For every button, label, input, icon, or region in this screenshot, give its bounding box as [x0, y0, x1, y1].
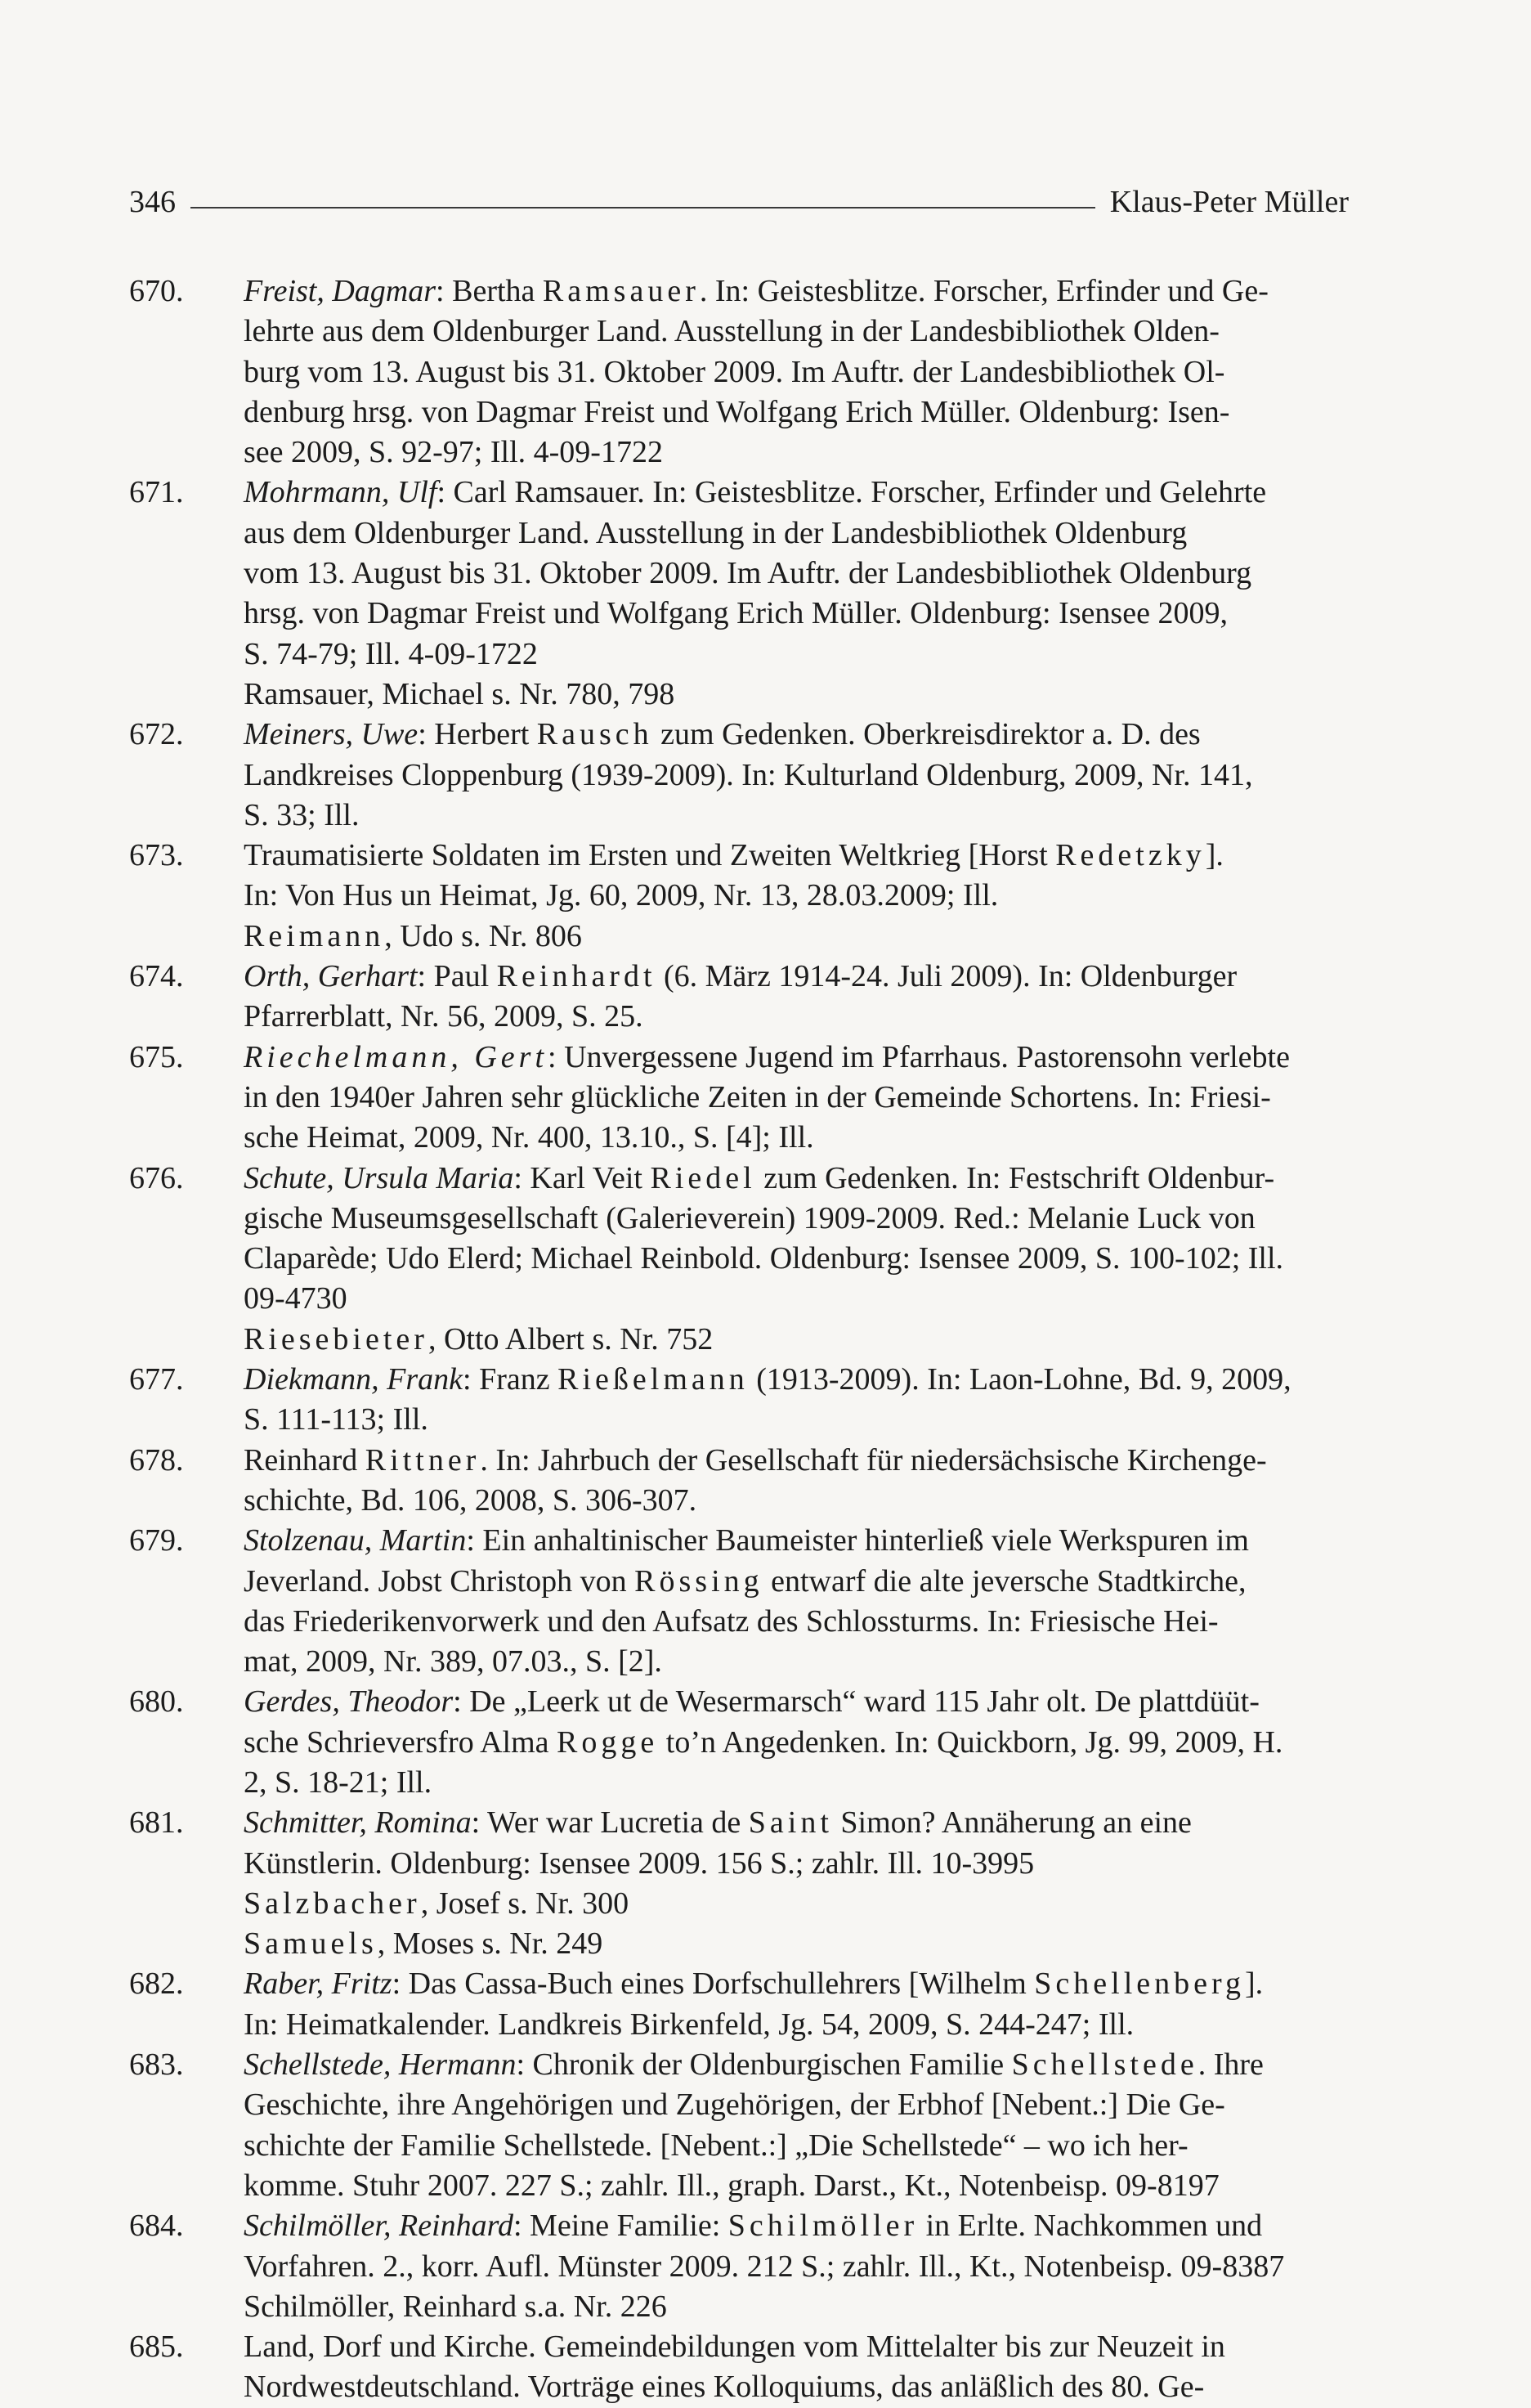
text-run: mat, 2009, Nr. 389, 07.03., S. [2]. — [244, 1644, 662, 1679]
text-run: ]. — [1205, 838, 1224, 873]
cross-reference — [129, 675, 1349, 715]
bibliography-entry — [129, 2206, 1349, 2287]
author-name: Stolzenau, Martin — [244, 1523, 467, 1558]
author-name: Schute, Ursula Maria — [244, 1160, 514, 1195]
spaced-name: Rausch — [536, 717, 653, 752]
text-run: : De „Leerk ut de Wesermarsch“ ward 115 Jahr olt. De plattdüüt- — [453, 1684, 1260, 1720]
text-run: S. 74-79; Ill. 4-09-1722 — [244, 636, 538, 671]
bibliography-list — [129, 271, 1349, 2408]
text-run: see 2009, S. 92-97; Ill. 4-09-1722 — [244, 435, 663, 470]
entry-line — [244, 1682, 1349, 1722]
text-run: Nordwestdeutschland. Vorträge eines Kolloquiums, das anläßlich des 80. Ge- — [244, 2370, 1205, 2405]
entry-text — [244, 473, 1349, 674]
text-run: (6. März 1914-24. Juli 2009). In: Oldenburger — [656, 959, 1238, 994]
spaced-name: Rießelmann — [557, 1362, 749, 1397]
entry-line — [244, 1360, 1349, 1400]
entry-number: 682. — [129, 1966, 184, 2002]
entry-line — [244, 1602, 1349, 1642]
text-run: Schilmöller, Reinhard s.a. Nr. 226 — [244, 2289, 667, 2324]
entry-line — [244, 473, 1349, 513]
text-run: ]. — [1244, 1966, 1264, 2002]
entry-line — [244, 675, 1349, 715]
bibliography-entry — [129, 1964, 1349, 2045]
entry-line — [244, 2367, 1349, 2407]
text-run: : Chronik der Oldenburgischen Familie — [516, 2047, 1012, 2083]
entry-number: 671. — [129, 475, 184, 510]
text-run: , Otto Albert s. Nr. 752 — [428, 1321, 714, 1356]
entry-line — [244, 1441, 1349, 1481]
bibliography-entry — [129, 1521, 1349, 1682]
spaced-name: Reimann — [244, 918, 385, 953]
entry-number: 680. — [129, 1684, 184, 1720]
text-run: : Carl Ramsauer. In: Geistesblitze. Forscher, Erfinder und Gelehrte — [436, 475, 1267, 510]
text-run: sche Schrieversfro Alma — [244, 1724, 557, 1760]
entry-line — [244, 876, 1349, 916]
text-run: : Ein anhaltinischer Baumeister hinterließ viele Werkspuren im — [466, 1523, 1249, 1558]
entry-line — [244, 2045, 1349, 2085]
entry-number: 683. — [129, 2047, 184, 2083]
author-name: Raber, Fritz — [244, 1966, 392, 2002]
running-header — [129, 174, 1349, 220]
entry-text — [244, 2045, 1349, 2206]
text-run: Landkreises Cloppenburg (1939-2009). In: Kulturland Oldenburg, 2009, Nr. 141, — [244, 757, 1253, 792]
entry-text — [244, 675, 1349, 715]
page-number: 346 — [129, 185, 176, 219]
author-name: Schilmöller, Reinhard — [244, 2208, 513, 2244]
text-run: Jeverland. Jobst Christoph von — [244, 1563, 635, 1599]
entry-number — [129, 1884, 244, 1924]
entry-text — [244, 1038, 1349, 1159]
entry-line — [244, 635, 1349, 675]
entry-line — [244, 392, 1349, 433]
entry-text — [244, 1441, 1349, 1522]
entry-line — [244, 513, 1349, 554]
text-run: das Friederikenvorwerk und den Aufsatz des Schlossturms. In: Friesische Hei- — [244, 1603, 1219, 1639]
author-name: Meiners, Uwe — [244, 717, 419, 752]
author-name: Riechelmann, Gert — [244, 1039, 548, 1074]
entry-line — [244, 997, 1349, 1037]
text-run: Geschichte, ihre Angehörigen und Zugehörigen, der Erbhof [Nebent.:] Die Ge- — [244, 2087, 1225, 2123]
entry-line — [244, 1723, 1349, 1763]
text-run: Claparède; Udo Elerd; Michael Reinbold. Oldenburg: Isensee 2009, S. 100-102; Ill. — [244, 1241, 1284, 1276]
entry-number: 672. — [129, 717, 184, 752]
text-run: , Udo s. Nr. 806 — [384, 918, 582, 953]
author-name: Orth, Gerhart — [244, 959, 418, 994]
text-run: denburg hrsg. von Dagmar Freist und Wolfgang Erich Müller. Oldenburg: Isen- — [244, 394, 1230, 429]
text-run: schichte, Bd. 106, 2008, S. 306-307. — [244, 1482, 697, 1518]
entry-line — [244, 433, 1349, 473]
entry-line — [244, 2327, 1349, 2367]
entry-number: 674. — [129, 959, 184, 994]
text-run: hrsg. von Dagmar Freist und Wolfgang Erich Müller. Oldenburg: Isensee 2009, — [244, 596, 1228, 631]
entry-line — [244, 312, 1349, 352]
text-run: : Wer war Lucretia de — [471, 1805, 749, 1841]
entry-number: 679. — [129, 1523, 184, 1558]
spaced-name: Samuels — [244, 1926, 378, 1962]
entry-line — [244, 1159, 1349, 1199]
text-run: : Unvergessene Jugend im Pfarrhaus. Pastorensohn verlebte — [548, 1039, 1290, 1074]
entry-number — [129, 2287, 244, 2327]
text-run: in den 1940er Jahren sehr glückliche Zeiten in der Gemeinde Schortens. In: Friesi- — [244, 1079, 1271, 1114]
entry-line — [244, 836, 1349, 876]
text-run: In: Von Hus un Heimat, Jg. 60, 2009, Nr. 13, 28.03.2009; Ill. — [244, 878, 999, 913]
entry-number — [129, 675, 244, 715]
entry-line — [244, 352, 1349, 392]
author-name: Freist, Dagmar — [244, 274, 436, 308]
entry-text — [244, 271, 1349, 473]
entry-text — [244, 1682, 1349, 1803]
entry-line — [244, 1078, 1349, 1118]
entry-number: 684. — [129, 2208, 184, 2244]
running-head-author: Klaus-Peter Müller — [1109, 185, 1349, 219]
text-run: aus dem Oldenburger Land. Ausstellung in der Landesbibliothek Oldenburg — [244, 515, 1188, 550]
text-run: komme. Stuhr 2007. 227 S.; zahlr. Ill., graph. Darst., Kt., Notenbeisp. 09-8197 — [244, 2168, 1220, 2203]
author-name: Gerdes, Theodor — [244, 1684, 454, 1720]
entry-line — [244, 1844, 1349, 1884]
text-run: (1913-2009). In: Laon-Lohne, Bd. 9, 2009, — [748, 1362, 1292, 1397]
text-run: , Josef s. Nr. 300 — [420, 1886, 629, 1921]
entry-text — [244, 1803, 1349, 1884]
spaced-name: Schellenberg — [1034, 1966, 1245, 2002]
entry-number: 673. — [129, 838, 184, 873]
entry-number — [129, 917, 244, 957]
entry-number: 681. — [129, 1805, 184, 1841]
text-run: 09-4730 — [244, 1281, 347, 1316]
entry-line — [244, 1400, 1349, 1440]
cross-reference — [129, 917, 1349, 957]
entry-number — [129, 1320, 244, 1360]
entry-text — [244, 1521, 1349, 1682]
text-run: . Ihre — [1197, 2047, 1264, 2083]
entry-text — [244, 1924, 1349, 1964]
entry-line — [244, 1279, 1349, 1319]
entry-line — [244, 1642, 1349, 1682]
entry-line — [244, 2166, 1349, 2206]
bibliography-entry — [129, 1360, 1349, 1441]
bibliography-entry — [129, 836, 1349, 917]
text-run: : Franz — [463, 1362, 558, 1397]
text-run: : Das Cassa-Buch eines Dorfschullehrers [Wilhelm — [392, 1966, 1035, 2002]
entry-text — [244, 957, 1349, 1038]
text-run: to’n Angedenken. In: Quickborn, Jg. 99, 2009, H. — [658, 1724, 1283, 1760]
author-name: Mohrmann, Ulf — [244, 475, 437, 510]
entry-text — [244, 1320, 1349, 1360]
text-run: In: Heimatkalender. Landkreis Birkenfeld, Jg. 54, 2009, S. 244-247; Ill. — [244, 2007, 1135, 2042]
text-run: Traumatisierte Soldaten im Ersten und Zweiten Weltkrieg [Horst — [244, 838, 1056, 873]
spaced-name: Redetzky — [1055, 838, 1206, 873]
bibliography-entry — [129, 1441, 1349, 1522]
entry-text — [244, 917, 1349, 957]
text-run: : Meine Familie: — [513, 2208, 728, 2244]
entry-text — [244, 2206, 1349, 2287]
entry-line — [244, 1521, 1349, 1561]
spaced-name: Riesebieter — [244, 1321, 428, 1356]
entry-number: 675. — [129, 1039, 184, 1074]
entry-text — [244, 2327, 1349, 2408]
bibliography-entry — [129, 271, 1349, 473]
spaced-name: Ramsauer — [542, 274, 700, 308]
bibliography-entry — [129, 473, 1349, 674]
spaced-name: Schellstede — [1011, 2047, 1198, 2083]
entry-line — [244, 2005, 1349, 2045]
entry-number: 678. — [129, 1442, 184, 1478]
spaced-name: Schilmöller — [727, 2208, 919, 2244]
author-name: Diekmann, Frank — [244, 1362, 463, 1397]
entry-line — [244, 2287, 1349, 2327]
bibliography-entry — [129, 2045, 1349, 2206]
entry-number: 677. — [129, 1362, 184, 1397]
entry-line — [244, 1199, 1349, 1239]
entry-line — [244, 2206, 1349, 2246]
text-run: Künstlerin. Oldenburg: Isensee 2009. 156 S.; zahlr. Ill. 10-3995 — [244, 1845, 1035, 1881]
bibliography-entry — [129, 2327, 1349, 2408]
entry-line — [244, 594, 1349, 634]
entry-line — [244, 957, 1349, 997]
text-run: . In: Geistesblitze. Forscher, Erfinder und Ge- — [699, 274, 1269, 308]
bibliography-entry — [129, 1682, 1349, 1803]
text-run: sche Heimat, 2009, Nr. 400, 13.10., S. [4]; Ill. — [244, 1120, 814, 1155]
entry-text — [244, 1884, 1349, 1924]
header-rule — [190, 207, 1095, 209]
text-run: Simon? Annäherung an eine — [832, 1805, 1192, 1841]
text-run: : Bertha — [436, 274, 543, 308]
text-run: burg vom 13. August bis 31. Oktober 2009. Im Auftr. der Landesbibliothek Ol- — [244, 354, 1225, 389]
entry-line — [244, 2247, 1349, 2287]
entry-line — [244, 1884, 1349, 1924]
text-run: Land, Dorf und Kirche. Gemeindebildungen vom Mittelalter bis zur Neuzeit in — [244, 2330, 1225, 2365]
entry-line — [244, 1239, 1349, 1279]
cross-reference — [129, 1320, 1349, 1360]
text-run: S. 111-113; Ill. — [244, 1402, 428, 1437]
entry-line — [244, 1562, 1349, 1602]
entry-line — [244, 1320, 1349, 1360]
text-run: S. 33; Ill. — [244, 797, 360, 832]
text-run: schichte der Familie Schellstede. [Nebent.:] „Die Schellstede“ – wo ich her- — [244, 2128, 1189, 2163]
text-run: : Herbert — [418, 717, 537, 752]
entry-text — [244, 2287, 1349, 2327]
text-run: Ramsauer, Michael s. Nr. 780, 798 — [244, 676, 675, 711]
entry-line — [244, 1118, 1349, 1158]
entry-text — [244, 1360, 1349, 1441]
cross-reference — [129, 1884, 1349, 1924]
text-run: in Erlte. Nachkommen und — [918, 2208, 1263, 2244]
entry-line — [244, 1763, 1349, 1803]
entry-text — [244, 1159, 1349, 1320]
entry-line — [244, 2085, 1349, 2125]
entry-line — [244, 1964, 1349, 2004]
cross-reference — [129, 1924, 1349, 1964]
text-run: . In: Jahrbuch der Gesellschaft für niedersächsische Kirchenge- — [480, 1442, 1267, 1478]
text-run: lehrte aus dem Oldenburger Land. Ausstellung in der Landesbibliothek Olden- — [244, 314, 1220, 349]
text-run: Reinhard — [244, 1442, 365, 1478]
spaced-name: Rogge — [557, 1724, 659, 1760]
entry-text — [244, 1964, 1349, 2045]
entry-number: 670. — [129, 274, 184, 308]
entry-line — [244, 756, 1349, 796]
entry-number — [129, 1924, 244, 1964]
entry-line — [244, 917, 1349, 957]
text-run: zum Gedenken. In: Festschrift Oldenbur- — [755, 1160, 1275, 1195]
entry-line — [244, 2126, 1349, 2166]
entry-line — [244, 1924, 1349, 1964]
entry-line — [244, 1038, 1349, 1078]
text-run: Pfarrerblatt, Nr. 56, 2009, S. 25. — [244, 999, 643, 1034]
entry-line — [244, 1481, 1349, 1521]
text-run: zum Gedenken. Oberkreisdirektor a. D. des — [652, 717, 1201, 752]
author-name: Schellstede, Hermann — [244, 2047, 517, 2083]
text-run: : Karl Veit — [513, 1160, 651, 1195]
entry-text — [244, 715, 1349, 836]
entry-line — [244, 271, 1349, 312]
bibliography-entry — [129, 957, 1349, 1038]
spaced-name: Rössing — [634, 1563, 763, 1599]
entry-line — [244, 796, 1349, 836]
entry-line — [244, 554, 1349, 594]
bibliography-entry — [129, 1038, 1349, 1159]
bibliography-entry — [129, 715, 1349, 836]
text-run: Vorfahren. 2., korr. Aufl. Münster 2009. 212 S.; zahlr. Ill., Kt., Notenbeisp. 09-8387 — [244, 2249, 1285, 2284]
author-name: Schmitter, Romina — [244, 1805, 472, 1841]
spaced-name: Reinhardt — [496, 959, 656, 994]
bibliography-entry — [129, 1803, 1349, 1884]
text-run: vom 13. August bis 31. Oktober 2009. Im Auftr. der Landesbibliothek Oldenburg — [244, 556, 1252, 591]
entry-number: 685. — [129, 2330, 184, 2365]
spaced-name: Rittner — [365, 1442, 481, 1478]
spaced-name: Saint — [748, 1805, 833, 1841]
entry-text — [244, 836, 1349, 917]
spaced-name: Salzbacher — [244, 1886, 421, 1921]
text-run: , Moses s. Nr. 249 — [377, 1926, 603, 1962]
text-run: entwarf die alte jeversche Stadtkirche, — [763, 1563, 1247, 1599]
cross-reference — [129, 2287, 1349, 2327]
bibliography-entry — [129, 1159, 1349, 1320]
entry-line — [244, 715, 1349, 755]
text-run: 2, S. 18-21; Ill. — [244, 1765, 432, 1800]
text-run: : Paul — [417, 959, 497, 994]
entry-number: 676. — [129, 1160, 184, 1195]
spaced-name: Riedel — [650, 1160, 756, 1195]
entry-line — [244, 1803, 1349, 1843]
text-run: gische Museumsgesellschaft (Galerieverein) 1909-2009. Red.: Melanie Luck von — [244, 1200, 1256, 1235]
